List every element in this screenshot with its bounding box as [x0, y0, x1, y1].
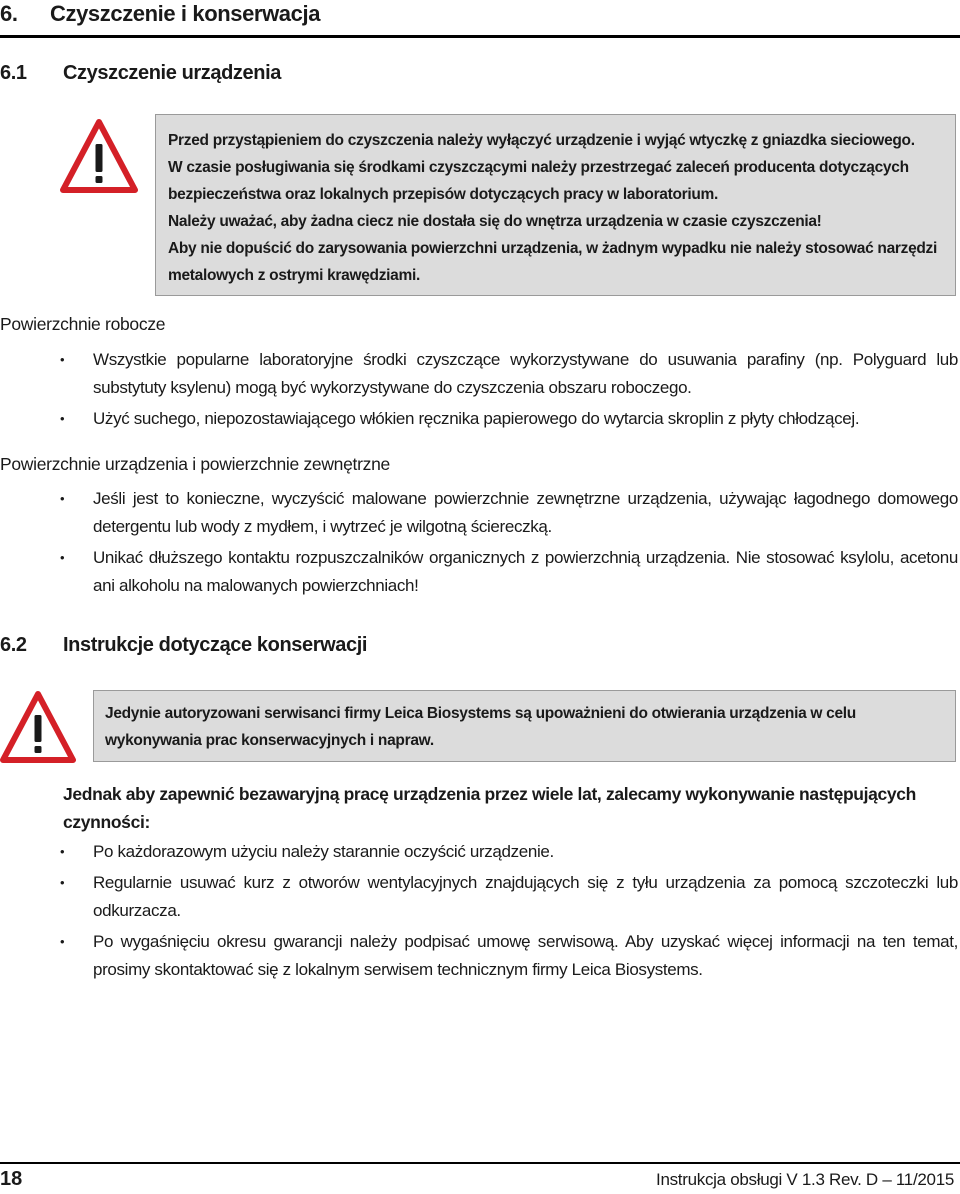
- warning-triangle-icon: [0, 690, 76, 764]
- subsection-6-2-number: 6.2: [0, 634, 27, 656]
- header-rule: [0, 35, 960, 38]
- warning-box-cleaning: [155, 114, 956, 296]
- warning-triangle-icon: [60, 118, 138, 194]
- list-item: • Po każdorazowym użyciu należy starannie oczyścić urządzenie.: [60, 838, 958, 866]
- list-item: • Po wygaśnięciu okresu gwarancji należy podpisać umowę serwisową. Aby uzyskać więcej informacji na ten temat, prosimy skontaktować się z lokalnym serwisem technicznym firmy Leica Biosystems.: [60, 928, 958, 984]
- subsection-6-2-text: Instrukcje dotyczące konserwacji: [63, 634, 368, 656]
- list-item: • Unikać dłuższego kontaktu rozpuszczalników organicznych z powierzchnią urządzenia. Nie stosować ksylolu, acetonu ani alkoholu na malowanych powierzchniach!: [60, 544, 958, 600]
- subsection-6-2-title: [0, 634, 367, 657]
- section-title-text: Czyszczenie i konserwacja: [50, 1, 321, 26]
- page-number: 18: [0, 1168, 23, 1190]
- work-surfaces-heading: Powierzchnie robocze: [0, 314, 166, 334]
- subsection-6-1-title: [0, 62, 281, 85]
- list-item: • Jeśli jest to konieczne, wyczyścić malowane powierzchnie zewnętrzne urządzenia, używając łagodnego domowego detergentu lub wody z mydłem, i wytrzeć je wilgotną ściereczką.: [60, 485, 958, 541]
- section-number: 6.: [0, 1, 18, 26]
- subsection-6-1-text: Czyszczenie urządzenia: [63, 62, 281, 84]
- maintenance-intro: Jednak aby zapewnić bezawaryjną pracę urządzenia przez wiele lat, zalecamy wykonywanie następujących czynności:: [63, 784, 917, 832]
- warning-line-4: Aby nie dopuścić do zarysowania powierzchni urządzenia, w żadnym wypadku nie należy stosować narzędzi metalowych z ostrymi krawędziami.: [168, 240, 938, 284]
- work-surfaces-list: [60, 346, 958, 436]
- warning-maintenance-text: Jedynie autoryzowani serwisanci firmy Leica Biosystems są upoważnieni do otwierania urządzenia w celu wykonywania prac konserwacyjnych i napraw.: [105, 705, 856, 749]
- warning-line-2: W czasie posługiwania się środkami czyszczącymi należy przestrzegać zaleceń producenta dotyczących bezpieczeństwa oraz lokalnych przepisów dotyczących pracy w laboratorium.: [168, 159, 909, 203]
- subsection-6-1-number: 6.1: [0, 62, 27, 84]
- section-title: [0, 1, 320, 27]
- warning-line-1: Przed przystąpieniem do czyszczenia należy wyłączyć urządzenie i wyjąć wtyczkę z gniazdka sieciowego.: [168, 132, 915, 149]
- list-item: • Regularnie usuwać kurz z otworów wentylacyjnych znajdujących się z tyłu urządzenia za pomocą szczoteczki lub odkurzacza.: [60, 869, 958, 925]
- warning-line-3: Należy uważać, aby żadna ciecz nie dostała się do wnętrza urządzenia w czasie czyszczenia!: [168, 213, 822, 230]
- device-surfaces-list: [60, 485, 958, 603]
- document-version: Instrukcja obsługi V 1.3 Rev. D – 11/2015: [656, 1170, 954, 1189]
- maintenance-list: [60, 838, 958, 987]
- warning-box-maintenance: [93, 690, 956, 762]
- device-surfaces-heading: Powierzchnie urządzenia i powierzchnie zewnętrzne: [0, 454, 390, 474]
- footer-rule: [0, 1162, 960, 1164]
- list-item: • Wszystkie popularne laboratoryjne środki czyszczące wykorzystywane do usuwania parafiny (np. Polyguard lub substytuty ksylenu) mogą być wykorzystywane do czyszczenia obszaru roboczego.: [60, 346, 958, 402]
- list-item: • Użyć suchego, niepozostawiającego włókien ręcznika papierowego do wytarcia skroplin z płyty chłodzącej.: [60, 405, 958, 433]
